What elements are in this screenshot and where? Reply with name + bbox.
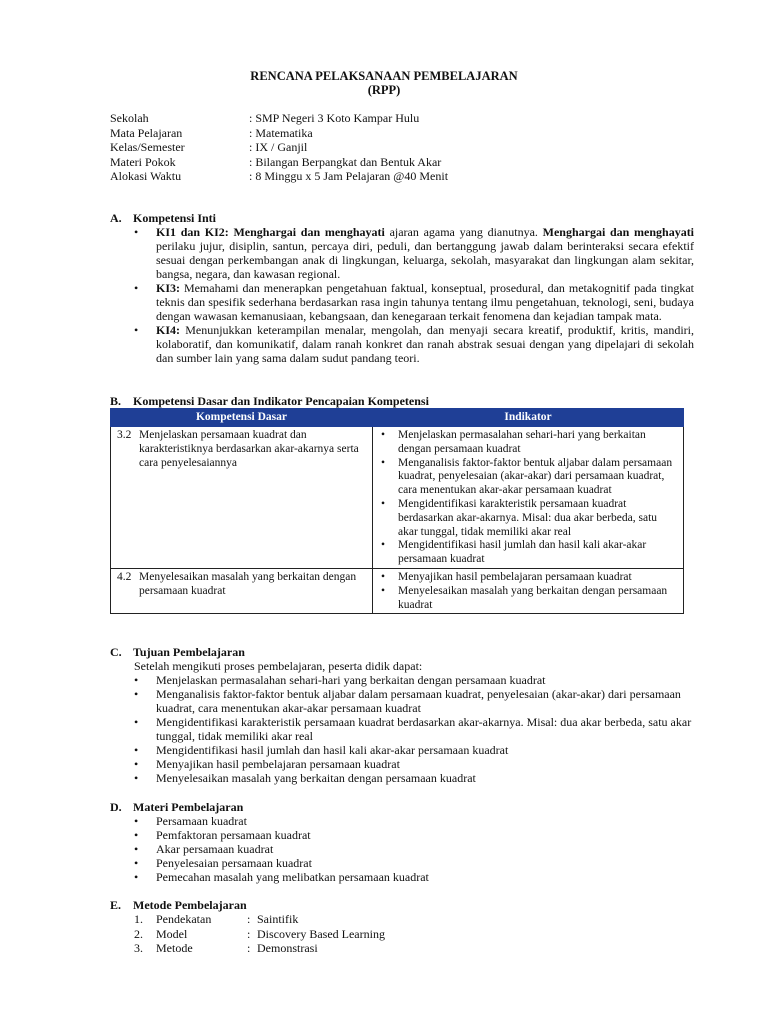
metode-key: Metode	[156, 941, 193, 955]
section-letter: B.	[110, 394, 122, 408]
kd-cell	[111, 427, 373, 569]
materi-list	[134, 814, 694, 884]
list-item	[134, 673, 694, 687]
bullet-icon: •	[381, 539, 386, 552]
section-letter: C.	[110, 645, 122, 659]
list-item-text: Penyelesaian persamaan kuadrat	[156, 856, 312, 870]
kd-text: Menyelesaikan masalah yang berkaitan dengan persamaan kuadrat	[139, 570, 357, 597]
section-title: Metode Pembelajaran	[133, 898, 247, 912]
document-subtitle: (RPP)	[367, 83, 401, 97]
meta-key: Kelas/Semester	[110, 140, 185, 154]
section-heading-kompetensi-dasar	[110, 394, 429, 408]
kd-number: 3.2	[117, 429, 132, 441]
list-item	[134, 842, 694, 856]
indikator-text: Mengidentifikasi hasil jumlah dan hasil kali akar-akar persamaan kuadrat	[398, 539, 647, 566]
meta-key: Mata Pelajaran	[110, 125, 183, 140]
indikator-item	[377, 429, 679, 457]
metode-separator: :	[247, 912, 251, 926]
indikator-text: Menyelesaikan masalah yang berkaitan dengan persamaan kuadrat	[398, 584, 668, 611]
section-letter: E.	[110, 898, 122, 912]
ki-item-ki1-ki2	[134, 225, 694, 281]
list-item	[134, 757, 694, 771]
indikator-item	[377, 457, 679, 498]
list-number: 2.	[134, 926, 143, 941]
column-header-kompetensi-dasar: Kompetensi Dasar	[111, 409, 373, 427]
metode-value: Demonstrasi	[257, 941, 318, 955]
indikator-item	[377, 585, 679, 613]
list-item-text: Menjelaskan permasalahan sehari-hari yang berkaitan dengan persamaan kuadrat	[156, 673, 546, 687]
section-title: Kompetensi Inti	[133, 211, 217, 225]
meta-value: : IX / Ganjil	[249, 140, 308, 154]
bullet-icon: •	[134, 225, 139, 239]
kd-number: 4.2	[117, 570, 132, 583]
table-row	[111, 427, 684, 569]
ki-item-ki3	[134, 281, 694, 323]
list-item-text: Pemecahan masalah yang melibatkan persamaan kuadrat	[156, 870, 429, 884]
list-item-text: Menganalisis faktor-faktor bentuk aljabar dalam persamaan kuadrat, penyelesaian (akar-akar) dari persamaan kuadrat, cara menentukan akar-akar persamaan kuadrat	[156, 687, 681, 715]
ki-emphasis: Menghargai dan menghayati	[542, 225, 695, 239]
section-heading-kompetensi-inti	[110, 211, 216, 225]
list-item	[134, 743, 694, 757]
section-heading-metode	[110, 898, 247, 912]
indikator-text: Menjelaskan permasalahan sehari-hari yang berkaitan dengan persamaan kuadrat	[398, 429, 646, 455]
document-title: RENCANA PELAKSANAAN PEMBELAJARAN	[250, 69, 518, 83]
section-heading-materi	[110, 800, 243, 814]
ki-text: ajaran agama yang dianutnya.	[389, 225, 538, 239]
bullet-icon: •	[381, 456, 386, 469]
list-item	[134, 856, 694, 870]
list-item	[134, 870, 694, 884]
kompetensi-inti-list	[134, 225, 694, 365]
ki-item-ki4	[134, 323, 694, 365]
indikator-cell	[373, 427, 684, 569]
indikator-item	[377, 539, 679, 567]
kd-cell	[111, 568, 373, 613]
ki-text: Menunjukkan keterampilan menalar, mengolah, dan menyaji secara kreatif, produktif, kritis, mandiri, kolaboratif, dan komunikatif, dalam ranah konkret dan ranah abstrak sesuai dengan yang dipelajari di sekolah dan sumber lain yang sama dalam sudut pandang teori.	[156, 323, 694, 365]
list-item	[134, 771, 694, 785]
table-row	[111, 568, 684, 613]
list-item	[134, 687, 694, 715]
bullet-icon: •	[134, 757, 139, 771]
indikator-item	[377, 498, 679, 539]
indikator-text: Mengidentifikasi karakteristik persamaan kuadrat berdasarkan akar-akarnya. Misal: dua akar berbeda, satu akar tunggal, tidak memiliki akar real	[398, 497, 658, 538]
meta-value: : SMP Negeri 3 Koto Kampar Hulu	[249, 111, 420, 125]
list-item-text: Mengidentifikasi karakteristik persamaan kuadrat berdasarkan akar-akarnya. Misal: dua akar berbeda, satu akar tunggal, tidak memiliki akar real	[156, 715, 692, 743]
bullet-icon: •	[134, 870, 139, 884]
metode-key: Pendekatan	[156, 912, 212, 926]
ki-label: KI3:	[156, 281, 180, 295]
meta-key: Materi Pokok	[110, 154, 176, 169]
list-number: 1.	[134, 912, 143, 926]
list-item-text: Menyelesaikan masalah yang berkaitan dengan persamaan kuadrat	[156, 771, 476, 785]
bullet-icon: •	[134, 687, 139, 701]
ki-text: Memahami dan menerapkan pengetahuan faktual, konseptual, prosedural, dan metakognitif pada tingkat teknis dan spesifik sederhana berdasarkan rasa ingin tahunya tentang ilmu pengetahuan, teknologi, seni, budaya dengan wawasan kemanusiaan, kebangsaan, dan kenegaraan terkait fenomena dan kejadian tampak mata.	[156, 281, 695, 323]
ki-label: KI4:	[156, 323, 180, 337]
bullet-icon: •	[381, 584, 386, 597]
column-header-indikator: Indikator	[373, 409, 684, 427]
bullet-icon: •	[134, 856, 139, 870]
bullet-icon: •	[134, 715, 139, 729]
list-item	[134, 828, 694, 842]
bullet-icon: •	[134, 673, 139, 687]
ki-label: KI1 dan KI2:	[156, 225, 229, 239]
meta-key: Alokasi Waktu	[110, 169, 182, 183]
metode-key: Model	[156, 926, 188, 941]
section-letter: A.	[110, 211, 122, 225]
kd-text: Menjelaskan persamaan kuadrat dan karakteristiknya berdasarkan akar-akarnya serta cara penyelesaiannya	[139, 429, 359, 469]
list-item-text: Pemfaktoran persamaan kuadrat	[156, 828, 311, 842]
bullet-icon: •	[134, 842, 139, 856]
list-item-text: Menyajikan hasil pembelajaran persamaan kuadrat	[156, 757, 400, 771]
section-heading-tujuan	[110, 645, 245, 659]
bullet-icon: •	[134, 814, 139, 828]
list-item	[134, 814, 694, 828]
bullet-icon: •	[381, 497, 386, 510]
metode-separator: :	[247, 926, 251, 941]
ki-text: perilaku jujur, disiplin, santun, percaya diri, peduli, dan bertanggung jawab dalam berinteraksi secara efektif sesuai dengan perkembangan anak di lingkungan, keluarga, sekolah, masyarakat dan lingkungan alam sekitar, bangsa, negara, dan kawasan regional.	[156, 239, 694, 281]
meta-value: : Matematika	[249, 125, 313, 140]
indikator-item	[377, 571, 679, 585]
kompetensi-dasar-table	[110, 408, 684, 614]
bullet-icon: •	[134, 828, 139, 842]
meta-value: : Bilangan Berpangkat dan Bentuk Akar	[249, 154, 442, 169]
bullet-icon: •	[134, 323, 139, 337]
list-item-text: Akar persamaan kuadrat	[156, 842, 274, 856]
ki-emphasis: Menghargai dan menghayati	[233, 225, 385, 239]
tujuan-intro: Setelah mengikuti proses pembelajaran, peserta didik dapat:	[134, 659, 423, 673]
table-header-row	[111, 409, 684, 427]
indikator-cell	[373, 568, 684, 613]
section-title: Tujuan Pembelajaran	[133, 645, 245, 659]
bullet-icon: •	[381, 570, 386, 583]
section-title: Kompetensi Dasar dan Indikator Pencapaian Kompetensi	[133, 394, 429, 408]
section-letter: D.	[110, 800, 122, 814]
metode-separator: :	[247, 941, 251, 955]
meta-key: Sekolah	[110, 111, 149, 125]
list-number: 3.	[134, 941, 143, 955]
section-title: Materi Pembelajaran	[133, 800, 244, 814]
meta-value: : 8 Minggu x 5 Jam Pelajaran @40 Menit	[249, 169, 449, 183]
metode-value: Saintifik	[257, 912, 299, 926]
metode-value: Discovery Based Learning	[257, 926, 385, 941]
list-item	[134, 715, 694, 743]
bullet-icon: •	[381, 429, 386, 441]
bullet-icon: •	[134, 743, 139, 757]
bullet-icon: •	[134, 281, 139, 295]
list-item-text: Persamaan kuadrat	[156, 814, 247, 828]
indikator-text: Menganalisis faktor-faktor bentuk aljabar dalam persamaan kuadrat, penyelesaian (akar-akar) dari persamaan kuadrat, cara menentukan akar-akar persamaan kuadrat	[398, 456, 673, 497]
list-item-text: Mengidentifikasi hasil jumlah dan hasil kali akar-akar persamaan kuadrat	[156, 743, 509, 757]
bullet-icon: •	[134, 771, 139, 785]
indikator-text: Menyajikan hasil pembelajaran persamaan kuadrat	[398, 570, 632, 583]
tujuan-list	[134, 673, 694, 785]
